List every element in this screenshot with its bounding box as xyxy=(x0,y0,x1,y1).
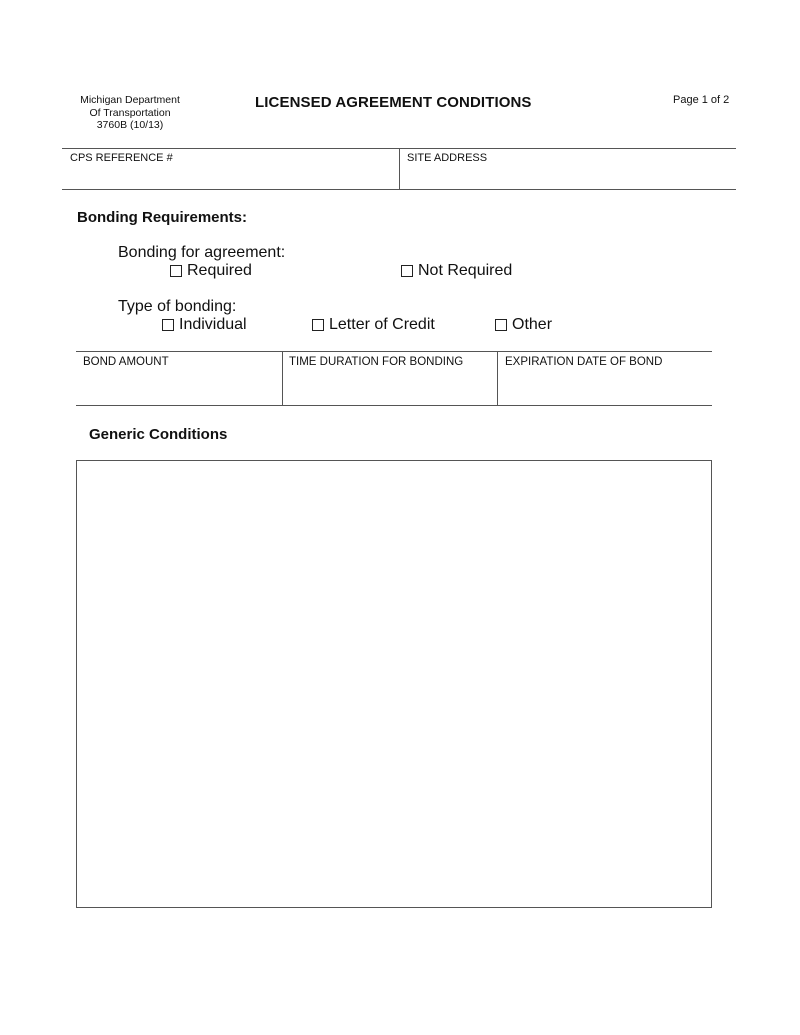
generic-conditions-box xyxy=(76,460,712,908)
site-address-label: SITE ADDRESS xyxy=(407,152,488,164)
cps-reference-label: CPS REFERENCE # xyxy=(70,152,173,164)
required-checkbox[interactable] xyxy=(170,262,252,280)
expiration-date-input[interactable] xyxy=(503,374,710,402)
required-label: Required xyxy=(187,262,252,279)
time-duration-label: TIME DURATION FOR BONDING xyxy=(289,356,464,368)
bonding-type-label: Type of bonding: xyxy=(118,298,237,315)
individual-checkbox[interactable] xyxy=(162,316,247,334)
other-label: Other xyxy=(512,316,553,333)
bond-amount-label: BOND AMOUNT xyxy=(83,356,169,368)
individual-label: Individual xyxy=(179,316,247,333)
checkbox-icon[interactable] xyxy=(162,319,174,331)
form-number: 3760B (10/13) xyxy=(96,119,164,131)
generic-conditions-input[interactable] xyxy=(77,461,711,907)
not-required-label: Not Required xyxy=(418,262,513,279)
generic-conditions-heading: Generic Conditions xyxy=(89,426,228,443)
cps-reference-input[interactable] xyxy=(68,167,397,189)
agency-block xyxy=(70,94,190,132)
agency-name-line2: Of Transportation xyxy=(89,106,171,119)
bonding-agreement-label: Bonding for agreement: xyxy=(118,244,286,261)
letter-of-credit-label: Letter of Credit xyxy=(329,316,435,333)
agency-name-line1: Michigan Department xyxy=(80,94,180,106)
divider xyxy=(76,405,712,406)
divider xyxy=(282,351,283,405)
divider xyxy=(497,351,498,405)
bond-amount-input[interactable] xyxy=(82,374,280,402)
other-checkbox[interactable] xyxy=(495,316,552,334)
page-title: LICENSED AGREEMENT CONDITIONS xyxy=(255,94,532,111)
divider xyxy=(76,351,712,352)
not-required-checkbox[interactable] xyxy=(401,262,512,280)
checkbox-icon[interactable] xyxy=(312,319,324,331)
divider xyxy=(399,148,400,189)
letter-of-credit-checkbox[interactable] xyxy=(312,316,435,334)
checkbox-icon[interactable] xyxy=(401,265,413,277)
page-indicator: Page 1 of 2 xyxy=(673,94,730,106)
time-duration-input[interactable] xyxy=(288,374,495,402)
bonding-requirements-heading: Bonding Requirements: xyxy=(77,209,248,226)
checkbox-icon[interactable] xyxy=(495,319,507,331)
site-address-input[interactable] xyxy=(405,167,734,189)
divider xyxy=(62,189,736,190)
checkbox-icon[interactable] xyxy=(170,265,182,277)
expiration-date-label: EXPIRATION DATE OF BOND xyxy=(505,356,663,368)
